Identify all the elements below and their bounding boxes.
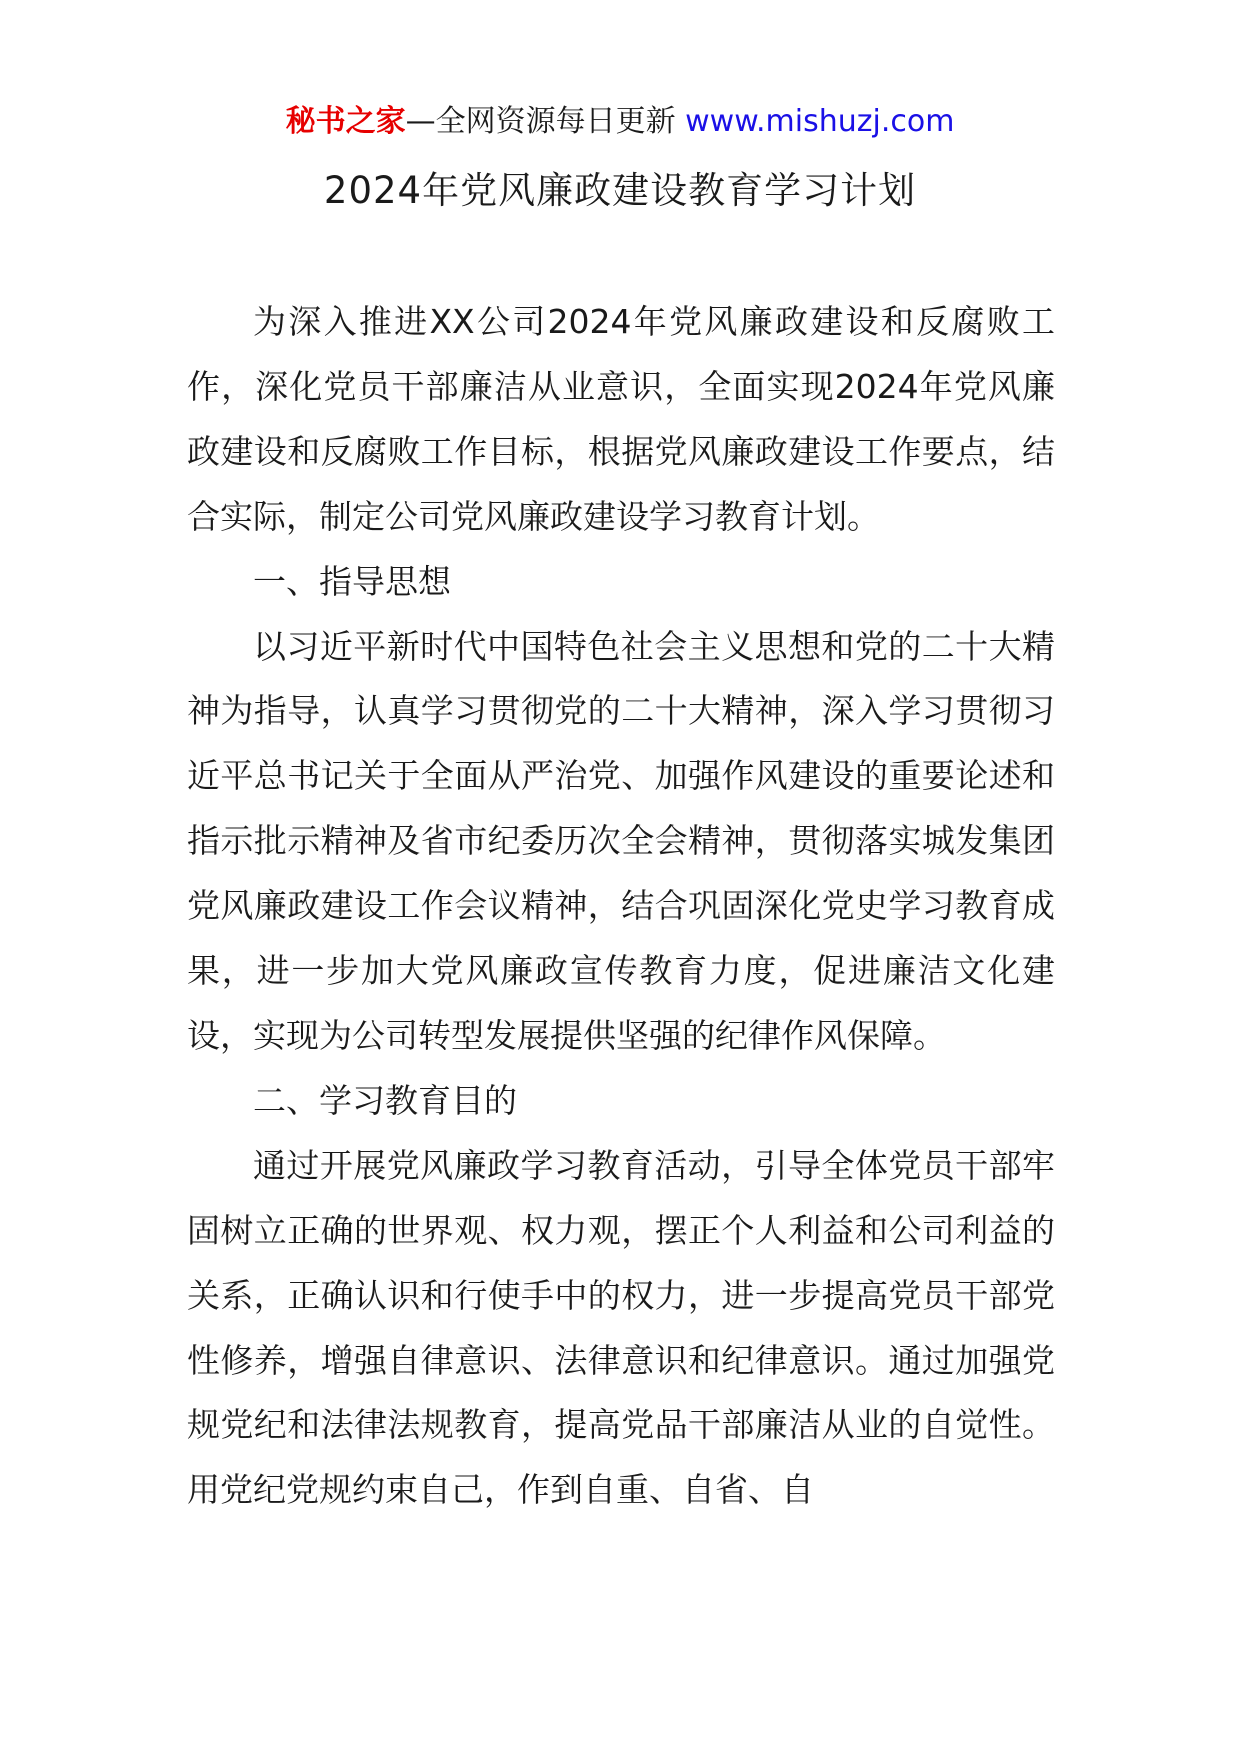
site-url-link[interactable]: www.mishuzj.com xyxy=(685,104,955,139)
brand-name: 秘书之家 xyxy=(285,104,406,139)
document-body xyxy=(187,290,1055,1523)
guiding-ideology-paragraph: 以习近平新时代中国特色社会主义思想和党的二十大精神为指导，认真学习贯彻党的二十大精神，深入学习贯彻习近平总书记关于全面从严治党、加强作风建设的重要论述和指示批示精神及省市纪委历次全会精神，贯彻落实城发集团党风廉政建设工作会议精神，结合巩固深化党史学习教育成果，进一步加大党风廉政宣传教育力度，促进廉洁文化建设，实现为公司转型发展提供坚强的纪律作风保障。 xyxy=(187,626,1055,1055)
section-heading-learning-purpose: 二、学习教育目的 xyxy=(253,1080,517,1120)
intro-paragraph: 为深入推进XX公司2024年党风廉政建设和反腐败工作，深化党员干部廉洁从业意识，全面实现2024年党风廉政建设和反腐败工作目标，根据党风廉政建设工作要点，结合实际，制定公司党风廉政建设学习教育计划。 xyxy=(187,302,1055,536)
site-header xyxy=(0,100,1240,144)
brand-tagline: —全网资源每日更新 xyxy=(405,104,676,139)
document-title: 2024年党风廉政建设教育学习计划 xyxy=(323,169,917,212)
section-heading-guiding-ideology: 一、指导思想 xyxy=(253,561,451,601)
learning-purpose-paragraph: 通过开展党风廉政学习教育活动，引导全体党员干部牢固树立正确的世界观、权力观，摆正个人利益和公司利益的关系，正确认识和行使手中的权力，进一步提高党员干部党性修养，增强自律意识、法律意识和纪律意识。通过加强党规党纪和法律法规教育，提高党品干部廉洁从业的自觉性。用党纪党规约束自己，作到自重、自省、自 xyxy=(187,1145,1055,1510)
